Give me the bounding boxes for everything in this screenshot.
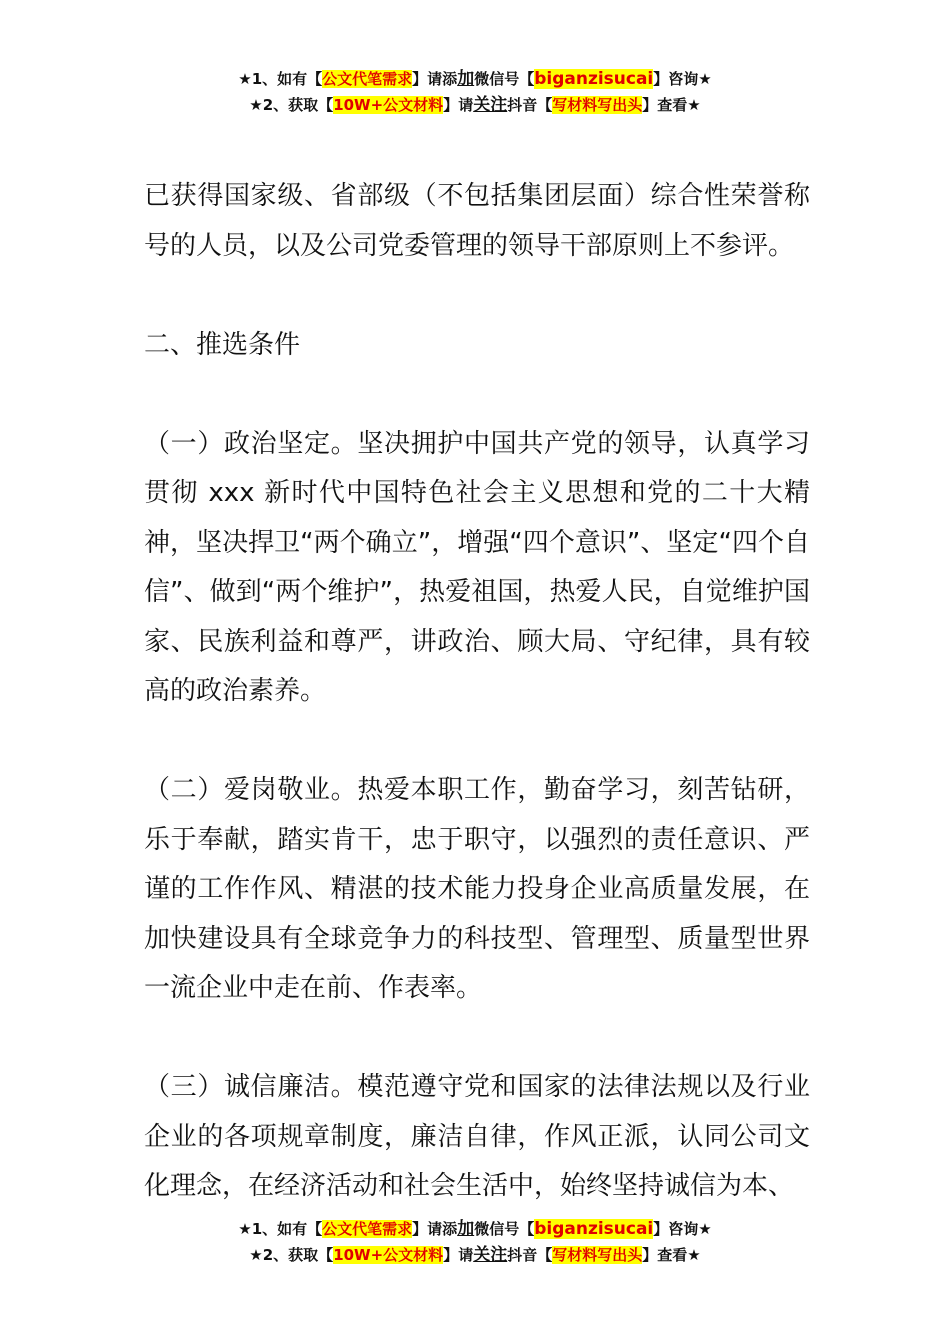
banner-line-1 <box>0 66 950 92</box>
banner-text: ★2、获取【 <box>249 96 334 114</box>
banner-underlined: 关注 <box>473 95 508 115</box>
banner-text: ★2、获取【 <box>249 1246 334 1264</box>
banner-highlight: 写材料写出头 <box>552 1246 643 1264</box>
banner-text: 】请添 <box>412 70 458 88</box>
header-banner <box>0 66 950 118</box>
banner-text: 】请 <box>443 96 474 114</box>
banner-text: 抖音【 <box>507 1246 553 1264</box>
banner-text: 】咨询★ <box>653 1220 712 1238</box>
section-heading: 二、推选条件 <box>144 329 301 360</box>
banner-underlined: 关注 <box>473 1245 508 1265</box>
banner-underlined: 加 <box>457 69 475 89</box>
paragraph: （二）爱岗敬业。热爱本职工作，勤奋学习，刻苦钻研，乐于奉献，踏实肯干，忠于职守，以强烈的责任意识、严谨的工作作风、精湛的技术能力投身企业高质量发展，在加快建设具有全球竞争力的科技型、管理型、质量型世界一流企业中走在前、作表率。 <box>144 775 810 1003</box>
banner-text: 】咨询★ <box>653 70 712 88</box>
paragraph: （三）诚信廉洁。模范遵守党和国家的法律法规以及行业企业的各项规章制度，廉洁自律，作风正派，认同公司文化理念，在经济活动和社会生活中，始终坚持诚信为本、 <box>144 1072 810 1201</box>
banner-text: 微信号【 <box>474 70 535 88</box>
paragraph: （一）政治坚定。坚决拥护中国共产党的领导，认真学习贯彻 xxx 新时代中国特色社会主义思想和党的二十大精神，坚决捍卫“两个确立”，增强“四个意识”、坚定“四个自信”、做到“两个维护”，热爱祖国，热爱人民，自觉维护国家、民族利益和尊严，讲政治、顾大局、守纪律，具有较高的政治素养。 <box>144 428 810 706</box>
paragraph: 已获得国家级、省部级（不包括集团层面）综合性荣誉称号的人员，以及公司党委管理的领导干部原则上不参评。 <box>144 181 810 261</box>
document-body <box>144 172 810 1212</box>
banner-line-1 <box>0 1216 950 1242</box>
banner-highlight: biganzisucai <box>534 1219 654 1239</box>
banner-text: 抖音【 <box>507 96 553 114</box>
footer-banner <box>0 1216 950 1268</box>
banner-text: 】请 <box>443 1246 474 1264</box>
banner-line-2 <box>0 1242 950 1268</box>
banner-highlight: 10W+公文材料 <box>333 1246 444 1264</box>
banner-highlight: 10W+公文材料 <box>333 96 444 114</box>
banner-text: ★1、如有【 <box>238 1220 323 1238</box>
banner-line-2 <box>0 92 950 118</box>
banner-text: 】请添 <box>412 1220 458 1238</box>
banner-text: ★1、如有【 <box>238 70 323 88</box>
banner-highlight: biganzisucai <box>534 69 654 89</box>
banner-text: 微信号【 <box>474 1220 535 1238</box>
banner-underlined: 加 <box>457 1219 475 1239</box>
banner-text: 】查看★ <box>642 1246 701 1264</box>
banner-text: 】查看★ <box>642 96 701 114</box>
banner-highlight: 公文代笔需求 <box>322 70 413 88</box>
banner-highlight: 写材料写出头 <box>552 96 643 114</box>
banner-highlight: 公文代笔需求 <box>322 1220 413 1238</box>
